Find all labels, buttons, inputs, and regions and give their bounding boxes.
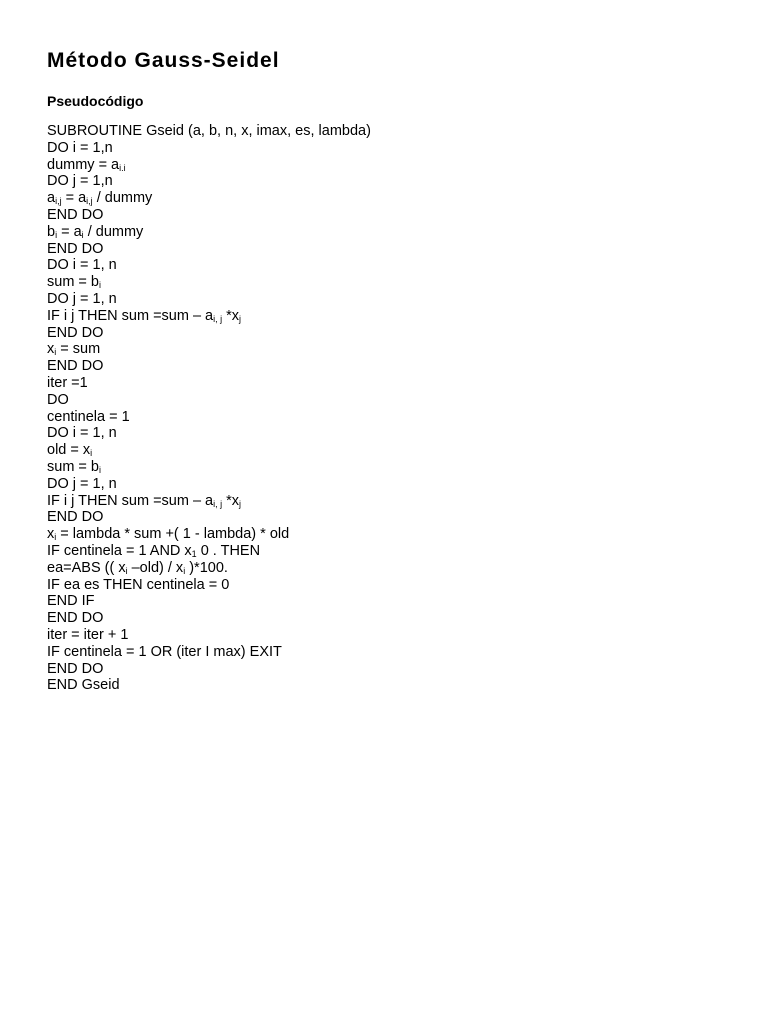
code-line [47, 308, 727, 325]
subscript: i, j [213, 313, 223, 324]
code-line [47, 493, 727, 510]
code-line [47, 442, 727, 459]
subscript: i.i [119, 162, 126, 173]
subscript: i [81, 229, 84, 240]
subscript: i, j [213, 498, 223, 509]
code-text: IF i j THEN sum =sum – a [47, 307, 214, 324]
code-line [47, 543, 727, 560]
code-line [47, 610, 727, 627]
code-text: END DO [47, 206, 104, 223]
document-body [47, 48, 727, 694]
code-text: DO [47, 391, 69, 408]
page-title: Método Gauss-Seidel [47, 49, 280, 72]
code-line [47, 207, 727, 224]
code-text: DO j = 1, n [47, 290, 117, 307]
code-text: sum = b [47, 274, 99, 291]
subscript: j [239, 313, 242, 324]
subscript: i [55, 229, 58, 240]
code-line [47, 257, 727, 274]
code-text: a [47, 190, 56, 207]
code-text: x [47, 341, 55, 358]
code-text: / dummy [83, 223, 144, 240]
code-text: DO j = 1, n [47, 475, 117, 492]
code-text: iter =1 [47, 374, 88, 391]
code-line [47, 140, 727, 157]
code-text: centinela = 1 [47, 408, 130, 425]
code-line [47, 476, 727, 493]
code-text: iter = iter + 1 [47, 626, 129, 643]
code-line [47, 509, 727, 526]
code-text: END DO [47, 610, 104, 627]
code-text: DO j = 1,n [47, 173, 113, 190]
code-text: IF ea es THEN centinela = 0 [47, 576, 230, 593]
code-text: ea=ABS (( x [47, 559, 126, 576]
code-text: *x [222, 492, 240, 509]
code-text: DO i = 1, n [47, 425, 117, 442]
code-text: END DO [47, 324, 104, 341]
code-text: END DO [47, 660, 104, 677]
code-line [47, 224, 727, 241]
code-text: –old) / x [127, 559, 184, 576]
code-line [47, 526, 727, 543]
subscript: i,j [86, 196, 93, 207]
pseudocode-block [47, 123, 727, 694]
code-line [47, 425, 727, 442]
code-line [47, 157, 727, 174]
code-text: = a [57, 223, 82, 240]
subscript: i [54, 532, 57, 543]
code-text: END DO [47, 358, 104, 375]
code-text: END Gseid [47, 677, 120, 694]
code-text: sum = b [47, 458, 99, 475]
code-line [47, 577, 727, 594]
code-text: = sum [56, 341, 101, 358]
code-line [47, 593, 727, 610]
code-text: = a [61, 190, 87, 207]
subscript: i [98, 464, 101, 475]
code-text: / dummy [92, 190, 153, 207]
code-text: IF centinela = 1 OR (iter I max) EXIT [47, 643, 282, 660]
code-line [47, 291, 727, 308]
code-text: IF i j THEN sum =sum – a [47, 492, 214, 509]
code-line [47, 341, 727, 358]
code-line [47, 274, 727, 291]
code-line [47, 123, 727, 140]
code-line [47, 644, 727, 661]
code-text: END IF [47, 593, 95, 610]
code-line [47, 627, 727, 644]
code-line [47, 173, 727, 190]
subscript: i [98, 280, 101, 291]
code-line [47, 560, 727, 577]
subscript: i [125, 565, 128, 576]
code-text: 0 . THEN [196, 542, 261, 559]
code-text: = lambda * sum +( 1 - lambda) * old [56, 526, 290, 543]
code-text: IF centinela = 1 AND x [47, 542, 192, 559]
code-line [47, 392, 727, 409]
code-text: *x [222, 307, 240, 324]
subscript: 1 [191, 548, 197, 559]
code-text: )*100. [185, 559, 228, 576]
code-line [47, 190, 727, 207]
code-text: x [47, 526, 55, 543]
code-line [47, 325, 727, 342]
code-line [47, 358, 727, 375]
code-line [47, 677, 727, 694]
subscript: i [54, 347, 57, 358]
subscript: i [90, 448, 93, 459]
code-line [47, 375, 727, 392]
code-text: dummy = a [47, 156, 120, 173]
code-line [47, 409, 727, 426]
subscript: i [183, 565, 186, 576]
code-line [47, 459, 727, 476]
subscript: j [239, 498, 242, 509]
code-line [47, 241, 727, 258]
code-text: b [47, 223, 56, 240]
code-text: END DO [47, 509, 104, 526]
code-text: END DO [47, 240, 104, 257]
code-text: SUBROUTINE Gseid (a, b, n, x, imax, es, lambda) [47, 123, 371, 139]
subscript: i,j [55, 196, 62, 207]
section-heading: Pseudocódigo [47, 93, 144, 109]
code-text: DO i = 1,n [47, 139, 113, 156]
code-line [47, 661, 727, 678]
code-text: DO i = 1, n [47, 257, 117, 274]
code-text: old = x [47, 442, 91, 459]
